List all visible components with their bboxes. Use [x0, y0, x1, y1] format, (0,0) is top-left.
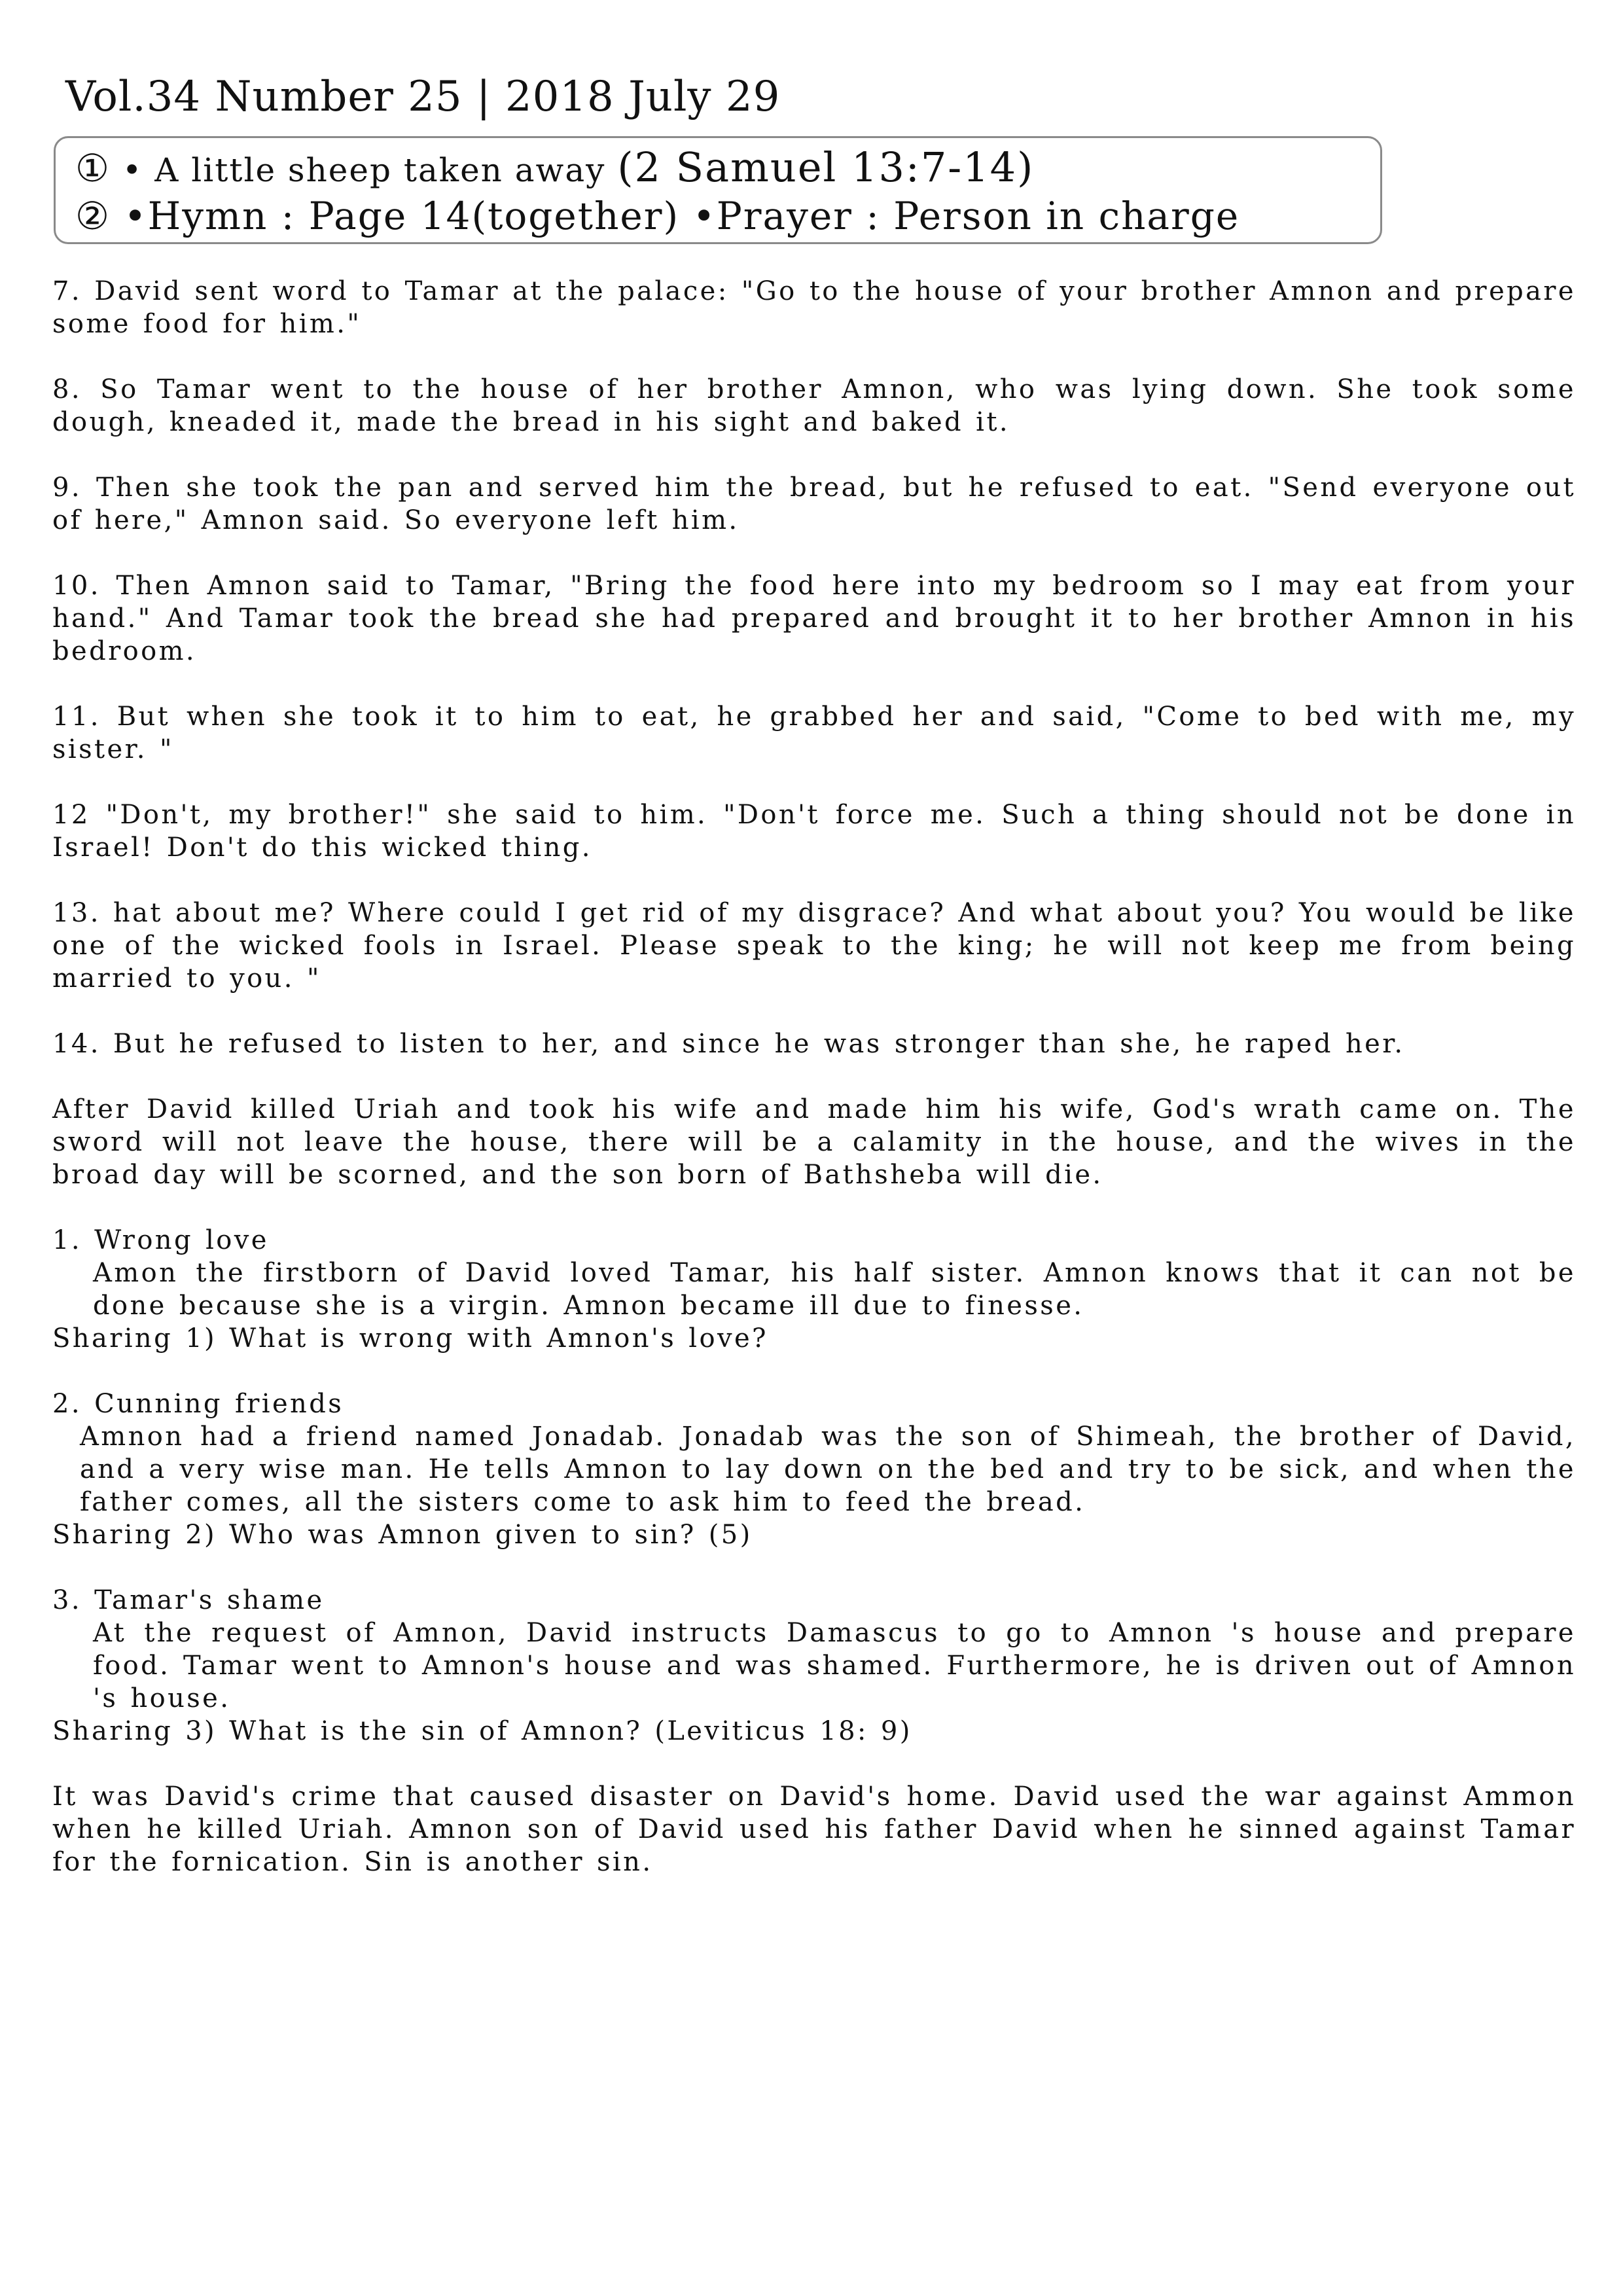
sharing-question: Sharing 3) What is the sin of Amnon? (Leviticus 18: 9)	[52, 1716, 912, 1746]
scripture-reference: (2 Samuel 13:7-14)	[617, 143, 1035, 191]
sharing-question: Sharing 2) Who was Amnon given to sin? (5)	[52, 1520, 753, 1550]
section-body: Amnon had a friend named Jonadab. Jonadab was the son of Shimeah, the brother of David, and a very wise man. He tells Amnon to lay down on the bed and try to be sick, and when the father comes, all the sisters come to ask him to feed the bread.	[80, 1422, 1576, 1517]
hymn-prayer-text: •Hymn : Page 14(together) •Prayer : Person in charge	[111, 194, 1240, 238]
intro-paragraph: After David killed Uriah and took his wife and made him his wife, God's wrath came on. The sword will not leave the house, there will be a calamity in the house, and the wives in the broad day will be scorned, and the son born of Bathsheba will die.	[52, 1094, 1576, 1190]
section-body: At the request of Amnon, David instructs Damascus to go to Amnon 's house and prepare food. Tamar went to Amnon's house and was shamed. Furthermore, he is driven out of Amnon 's house.	[93, 1618, 1576, 1713]
section-body: Amon the firstborn of David loved Tamar, his half sister. Amnon knows that it can not be done because she is a virgin. Amnon became ill due to finesse.	[93, 1258, 1576, 1321]
section-heading: 1. Wrong love	[52, 1225, 269, 1255]
verse-14: 14. But he refused to listen to her, and since he was stronger than she, he raped her.	[52, 1029, 1405, 1059]
verse-12: 12 "Don't, my brother!" she said to him. "Don't force me. Such a thing should not be done in Israel! Don't do this wicked thing.	[52, 800, 1576, 863]
section-heading: 2. Cunning friends	[52, 1389, 344, 1419]
verse-8: 8. So Tamar went to the house of her brother Amnon, who was lying down. She took some dough, kneaded it, made the bread in his sight and baked it.	[52, 374, 1576, 437]
section-cunning-friends	[52, 1388, 1576, 1551]
section-heading: 3. Tamar's shame	[52, 1585, 325, 1615]
verse-9: 9. Then she took the pan and served him the bread, but he refused to eat. "Send everyone out of here," Amnon said. So everyone left him.	[52, 473, 1576, 535]
verse-13: 13. hat about me? Where could I get rid of my disgrace? And what about you? You would be like one of the wicked fools in Israel. Please speak to the king; he will not keep me from being married to you. "	[52, 898, 1576, 994]
circled-number-two: ②	[75, 194, 111, 238]
verse-11: 11. But when she took it to him to eat, he grabbed her and said, "Come to bed with me, my sister. "	[52, 702, 1576, 764]
service-info-box	[54, 136, 1382, 244]
verse-10: 10. Then Amnon said to Tamar, "Bring the food here into my bedroom so I may eat from your hand." And Tamar took the bread she had prepared and brought it to her brother Amnon in his bedroom.	[52, 571, 1576, 666]
section-tamars-shame	[52, 1584, 1576, 1748]
verse-7: 7. David sent word to Tamar at the palace: "Go to the house of your brother Amnon and prepare some food for him."	[52, 276, 1576, 339]
sermon-line	[75, 145, 1380, 193]
sermon-title: • A little sheep taken away	[111, 151, 618, 189]
page-title: Vol.34 Number 25 | 2018 July 29	[65, 73, 781, 121]
hymn-prayer-line	[75, 193, 1380, 239]
sharing-question: Sharing 1) What is wrong with Amnon's love?	[52, 1323, 768, 1354]
circled-number-one: ①	[75, 146, 111, 190]
conclusion-paragraph: It was David's crime that caused disaster on David's home. David used the war against Ammon when he killed Uriah. Amnon son of David used his father David when he sinned against Tamar for the fornication. Sin is another sin.	[52, 1782, 1576, 1877]
bulletin-body	[52, 275, 1576, 1911]
section-wrong-love	[52, 1224, 1576, 1355]
